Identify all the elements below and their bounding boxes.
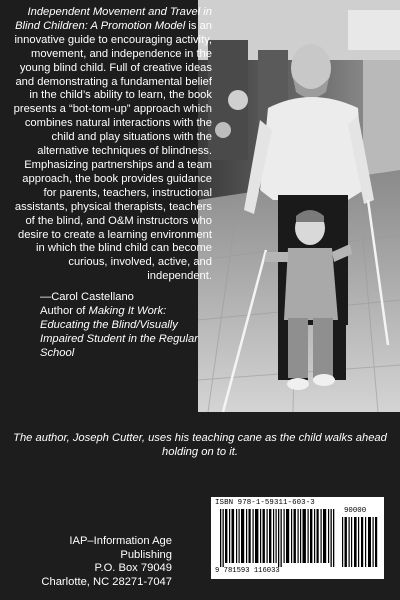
publisher-city: Charlotte, NC 28271-7047 [41,575,172,588]
publisher-name: IAP–Information Age Publishing [69,535,172,561]
blurb-body: is an innovative guide to encouraging activity, movement, and independence in the young blind child. Full of creative ideas and demonstrating a fundamental belief in the child’s ability to learn, the book presents a “bot-tom-up” approach which combines natural interactions with the child and play situations with the alternative techniques of blindness. Emphasizing partnerships and a team approach, the book provides guidance for parents, teachers, instructional assistants, physical therapists, teachers of the blind, and O&M instructors who desire to create a learning environment in which the blind child can become curious, involved, active, and independent. [13,19,212,283]
barcode-digits: 9 781593 116033 [215,567,280,575]
publisher-po-box: P.O. Box 79049 [94,562,172,575]
endorser-credit [40,305,218,361]
endorser-name: —Carol Castellano [40,291,134,303]
cover-photo-graphic [198,0,400,412]
cover-photo [198,0,400,412]
book-title-italic: Independent Movement and Travel in Blind Children: A Promotion Model [15,6,212,32]
photo-caption: The author, Joseph Cutter, uses his teaching cane as the child walks ahead holding on to it. [13,432,387,458]
author-of-label: Author of [40,304,89,317]
endorser-book-title: Making It Work: Educating the Blind/Visually Impaired Student in the Regular School [40,304,198,359]
endorsement-attribution [40,291,218,361]
back-cover-blurb [12,6,212,284]
price-code: 90000 [344,507,367,515]
publisher-address [32,535,172,589]
isbn-number: ISBN 978-1-59311-603-3 [215,499,315,507]
isbn-barcode [211,497,384,579]
